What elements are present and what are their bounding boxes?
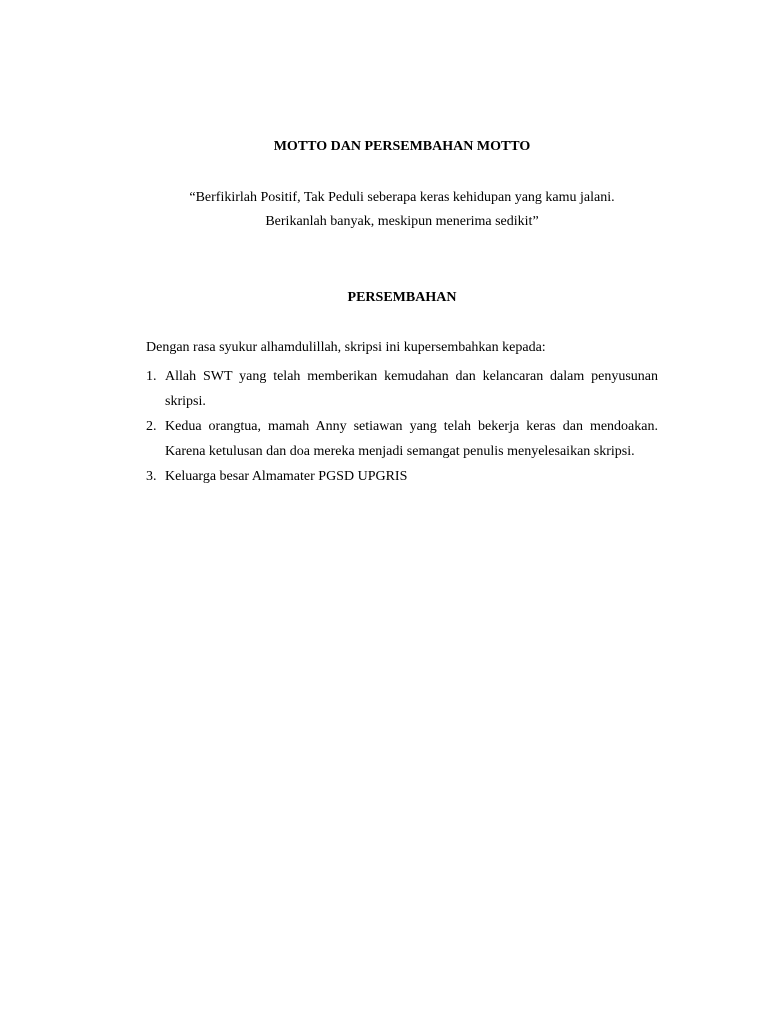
list-item-number: 1. — [146, 369, 157, 384]
dedication-list — [146, 364, 658, 489]
list-item — [146, 464, 658, 489]
list-item-text: Keluarga besar Almamater PGSD UPGRIS — [165, 469, 408, 484]
persembahan-heading: PERSEMBAHAN — [347, 290, 457, 305]
list-item-text: Kedua orangtua, mamah Anny setiawan yang telah bekerja keras dan mendoakan. Karena ketulusan dan doa mereka menjadi semangat penulis menyelesaikan skripsi. — [165, 419, 658, 459]
list-item — [146, 364, 658, 414]
motto-quote-line-2: Berikanlah banyak, meskipun menerima sedikit” — [265, 214, 539, 229]
motto-quote-line-1: “Berfikirlah Positif, Tak Peduli seberapa keras kehidupan yang kamu jalani. — [189, 190, 615, 205]
list-item-text: Allah SWT yang telah memberikan kemudahan dan kelancaran dalam penyusunan skripsi. — [165, 369, 658, 409]
list-item-number: 3. — [146, 469, 157, 484]
motto-heading: MOTTO DAN PERSEMBAHAN MOTTO — [273, 139, 531, 154]
list-item — [146, 414, 658, 464]
persembahan-intro: Dengan rasa syukur alhamdulillah, skripsi ini kupersembahkan kepada: — [146, 340, 546, 355]
list-item-number: 2. — [146, 419, 157, 434]
